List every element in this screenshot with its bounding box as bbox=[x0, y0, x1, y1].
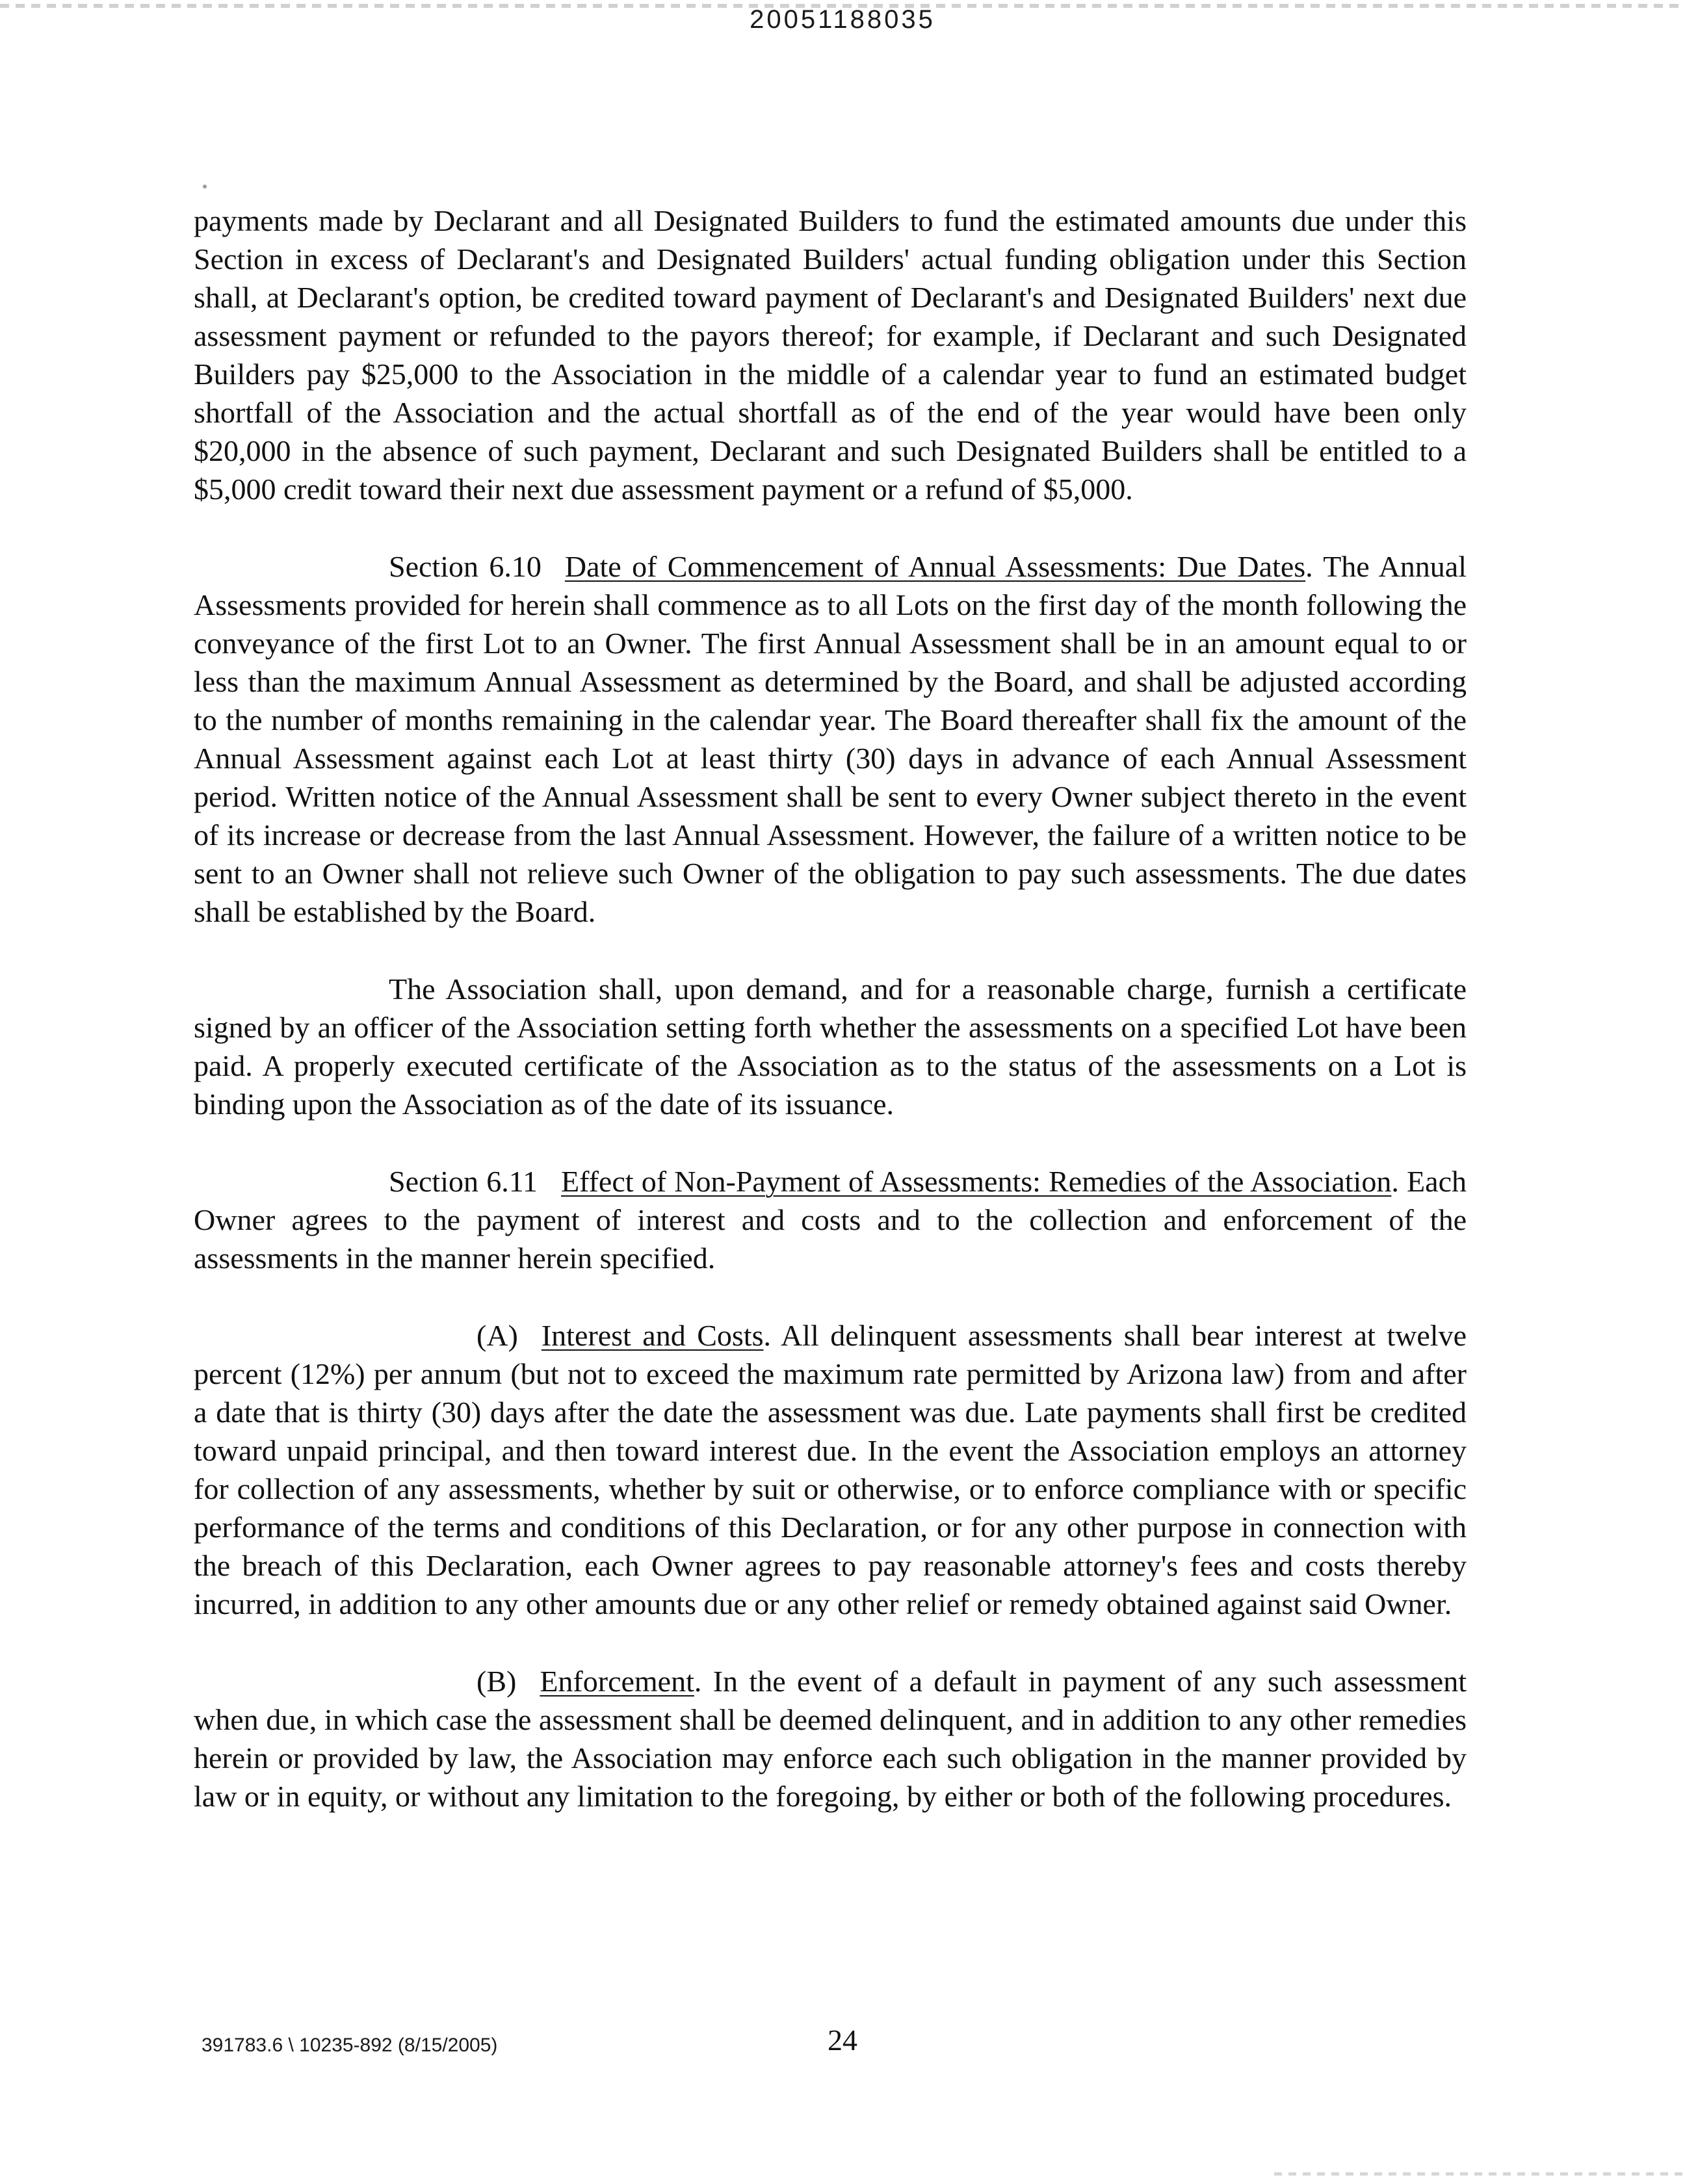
item-a-heading: Interest and Costs bbox=[541, 1319, 764, 1352]
item-a-text: . All delinquent assessments shall bear interest at twelve percent (12%) per annum (but not to exceed the maximum rate permitted by Arizona law) from and after a date that is thirty (30) days after the date the assessment was due. Late payments shall first be credited toward unpaid principal, and then toward interest due. In the event the Association employs an attorney for collection of any assessments, whether by suit or otherwise, or to enforce compliance with or specific performance of the terms and conditions of this Declaration, or for any other purpose in connection with the breach of this Declaration, each Owner agrees to pay reasonable attorney's fees and costs thereby incurred, in addition to any other amounts due or any other relief or remedy obtained against said Owner. bbox=[194, 1319, 1467, 1620]
section-6-11-label: Section 6.11 bbox=[389, 1165, 538, 1198]
paragraph-certificate-text: The Association shall, upon demand, and for a reasonable charge, furnish a certificate signed by an officer of the Association setting forth whether the assessments on a specified Lot have been paid. A properly executed certificate of the Association as to the status of the assessments on a Lot is binding upon the Association as of the date of its issuance. bbox=[194, 972, 1467, 1121]
paragraph-funding-credit bbox=[194, 202, 1467, 508]
section-6-10-text: . The Annual Assessments provided for herein shall commence as to all Lots on the first day of the month following the conveyance of the first Lot to an Owner. The first Annual Assessment shall be in an amount equal to or less than the maximum Annual Assessment as determined by the Board, and shall be adjusted according to the number of months remaining in the calendar year. The Board thereafter shall fix the amount of the Annual Assessment against each Lot at least thirty (30) days in advance of each Annual Assessment period. Written notice of the Annual Assessment shall be sent to every Owner subject thereto in the event of its increase or decrease from the last Annual Assessment. However, the failure of a written notice to be sent to an Owner shall not relieve such Owner of the obligation to pay such assessments. The due dates shall be established by the Board. bbox=[194, 550, 1467, 928]
item-b-heading: Enforcement bbox=[540, 1665, 694, 1698]
item-b-label: (B) bbox=[477, 1665, 517, 1698]
item-a-interest-and-costs bbox=[194, 1316, 1467, 1623]
scan-edge-bottom bbox=[1274, 2172, 1685, 2176]
scan-speck bbox=[203, 185, 207, 188]
item-b-text: . In the event of a default in payment of any such assessment when due, in which case the assessment shall be deemed delinquent, and in addition to any other remedies herein or provided by law, the Association may enforce each such obligation in the manner provided by law or in equity, or without any limitation to the foregoing, by either or both of the following procedures. bbox=[194, 1665, 1467, 1813]
paragraph-funding-credit-text: payments made by Declarant and all Designated Builders to fund the estimated amounts due under this Section in excess of Declarant's and Designated Builders' actual funding obligation under this Section shall, at Declarant's option, be credited toward payment of Declarant's and Designated Builders' next due assessment payment or refunded to the payors thereof; for example, if Declarant and such Designated Builders pay $25,000 to the Association in the middle of a calendar year to fund an estimated budget shortfall of the Association and the actual shortfall as of the end of the year would have been only $20,000 in the absence of such payment, Declarant and such Designated Builders shall be entitled to a $5,000 credit toward their next due assessment payment or a refund of $5,000. bbox=[194, 204, 1467, 506]
document-number: 20051188035 bbox=[750, 5, 935, 34]
section-6-10-label: Section 6.10 bbox=[389, 550, 542, 583]
paragraph-certificate bbox=[194, 970, 1467, 1123]
section-6-11-heading: Effect of Non-Payment of Assessments: Remedies of the Association bbox=[561, 1165, 1392, 1198]
section-6-10-heading: Date of Commencement of Annual Assessments: Due Dates bbox=[564, 550, 1306, 583]
section-6-10 bbox=[194, 547, 1467, 931]
document-body bbox=[194, 202, 1467, 1854]
item-b-enforcement bbox=[194, 1662, 1467, 1815]
footer-reference: 391783.6 \ 10235-892 (8/15/2005) bbox=[202, 2034, 498, 2056]
section-6-11 bbox=[194, 1162, 1467, 1277]
item-a-label: (A) bbox=[477, 1319, 518, 1352]
section-6-11-text: . Each Owner agrees to the payment of interest and costs and to the collection and enforcement of the assessments in the manner herein specified. bbox=[194, 1165, 1467, 1275]
page-number: 24 bbox=[828, 2023, 857, 2057]
